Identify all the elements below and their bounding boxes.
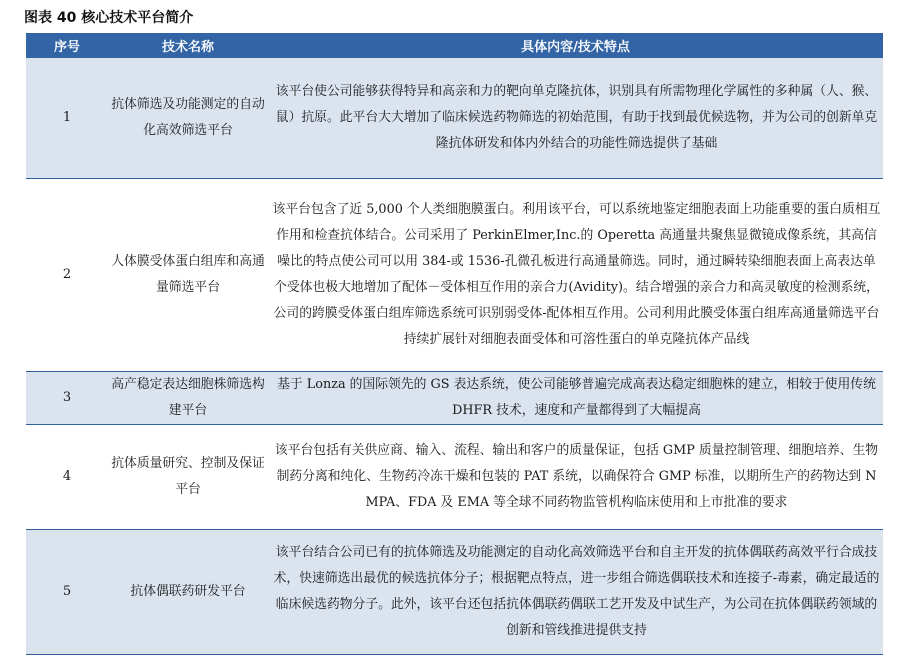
figure-title: 图表 40 核心技术平台简介 (24, 10, 194, 26)
table-row (26, 372, 883, 425)
tech-desc: 该平台包含了近 5,000 个人类细胞膜蛋白。利用该平台，可以系统地鉴定细胞表面上功能重要的蛋白质相互作用和检查抗体结合。公司采用了 PerkinElmer,Inc.的 Operetta 高通量共聚焦显微镜成像系统，其高信噪比的特点使公司可以用 384-或 1536-孔微孔板进行高通量筛选。同时，通过瞬转染细胞表面上高表达单个受体也极大地增加了配体－受体相互作用的亲合力(Avidity)。结合增强的亲合力和高灵敏度的检测系统，公司的跨膜受体蛋白组库筛选系统可识别弱受体-配体相互作用。公司利用此膜受体蛋白组库高通量筛选平台持续扩展针对细胞表面受体和可溶性蛋白的单克隆抗体产品线 (268, 179, 883, 372)
row-number: 4 (26, 425, 108, 530)
tech-name: 人体膜受体蛋白组库和高通量筛选平台 (108, 179, 268, 372)
tech-name: 抗体质量研究、控制及保证平台 (108, 425, 268, 530)
table-row (26, 425, 883, 530)
tech-desc: 该平台使公司能够获得特异和高亲和力的靶向单克隆抗体，识别具有所需物理化学属性的多种属（人、猴、鼠）抗原。此平台大大增加了临床候选药物筛选的初始范围，有助于找到最优候选物，并为公司的创新单克隆抗体研发和体内外结合的功能性筛选提供了基础 (268, 58, 883, 179)
table-header-row (26, 33, 883, 58)
header-name: 技术名称 (108, 33, 268, 58)
table-row (26, 58, 883, 179)
tech-name: 抗体偶联药研发平台 (108, 530, 268, 655)
table-row (26, 179, 883, 372)
row-number: 3 (26, 372, 108, 425)
tech-desc: 该平台结合公司已有的抗体筛选及功能测定的自动化高效筛选平台和自主开发的抗体偶联药高效平行合成技术，快速筛选出最优的候选抗体分子；根据靶点特点，进一步组合筛选偶联技术和连接子-毒素，确定最适的临床候选药物分子。此外，该平台还包括抗体偶联药偶联工艺开发及中试生产，为公司在抗体偶联药领域的创新和管线推进提供支持 (268, 530, 883, 655)
tech-name: 高产稳定表达细胞株筛选构建平台 (108, 372, 268, 425)
table-row (26, 530, 883, 655)
tech-platform-table (26, 33, 883, 655)
header-desc: 具体内容/技术特点 (268, 33, 883, 58)
tech-desc: 该平台包括有关供应商、输入、流程、输出和客户的质量保证，包括 GMP 质量控制管理、细胞培养、生物制药分离和纯化、生物药冷冻干燥和包装的 PAT 系统，以确保符合 GMP 标准，以期所生产的药物达到 NMPA、FDA 及 EMA 等全球不同药物监管机构临床使用和上市批准的要求 (268, 425, 883, 530)
row-number: 1 (26, 58, 108, 179)
header-no: 序号 (26, 33, 108, 58)
row-number: 5 (26, 530, 108, 655)
row-number: 2 (26, 179, 108, 372)
tech-desc: 基于 Lonza 的国际领先的 GS 表达系统，使公司能够普遍完成高表达稳定细胞株的建立，相较于使用传统 DHFR 技术，速度和产量都得到了大幅提高 (268, 372, 883, 425)
tech-name: 抗体筛选及功能测定的自动化高效筛选平台 (108, 58, 268, 179)
